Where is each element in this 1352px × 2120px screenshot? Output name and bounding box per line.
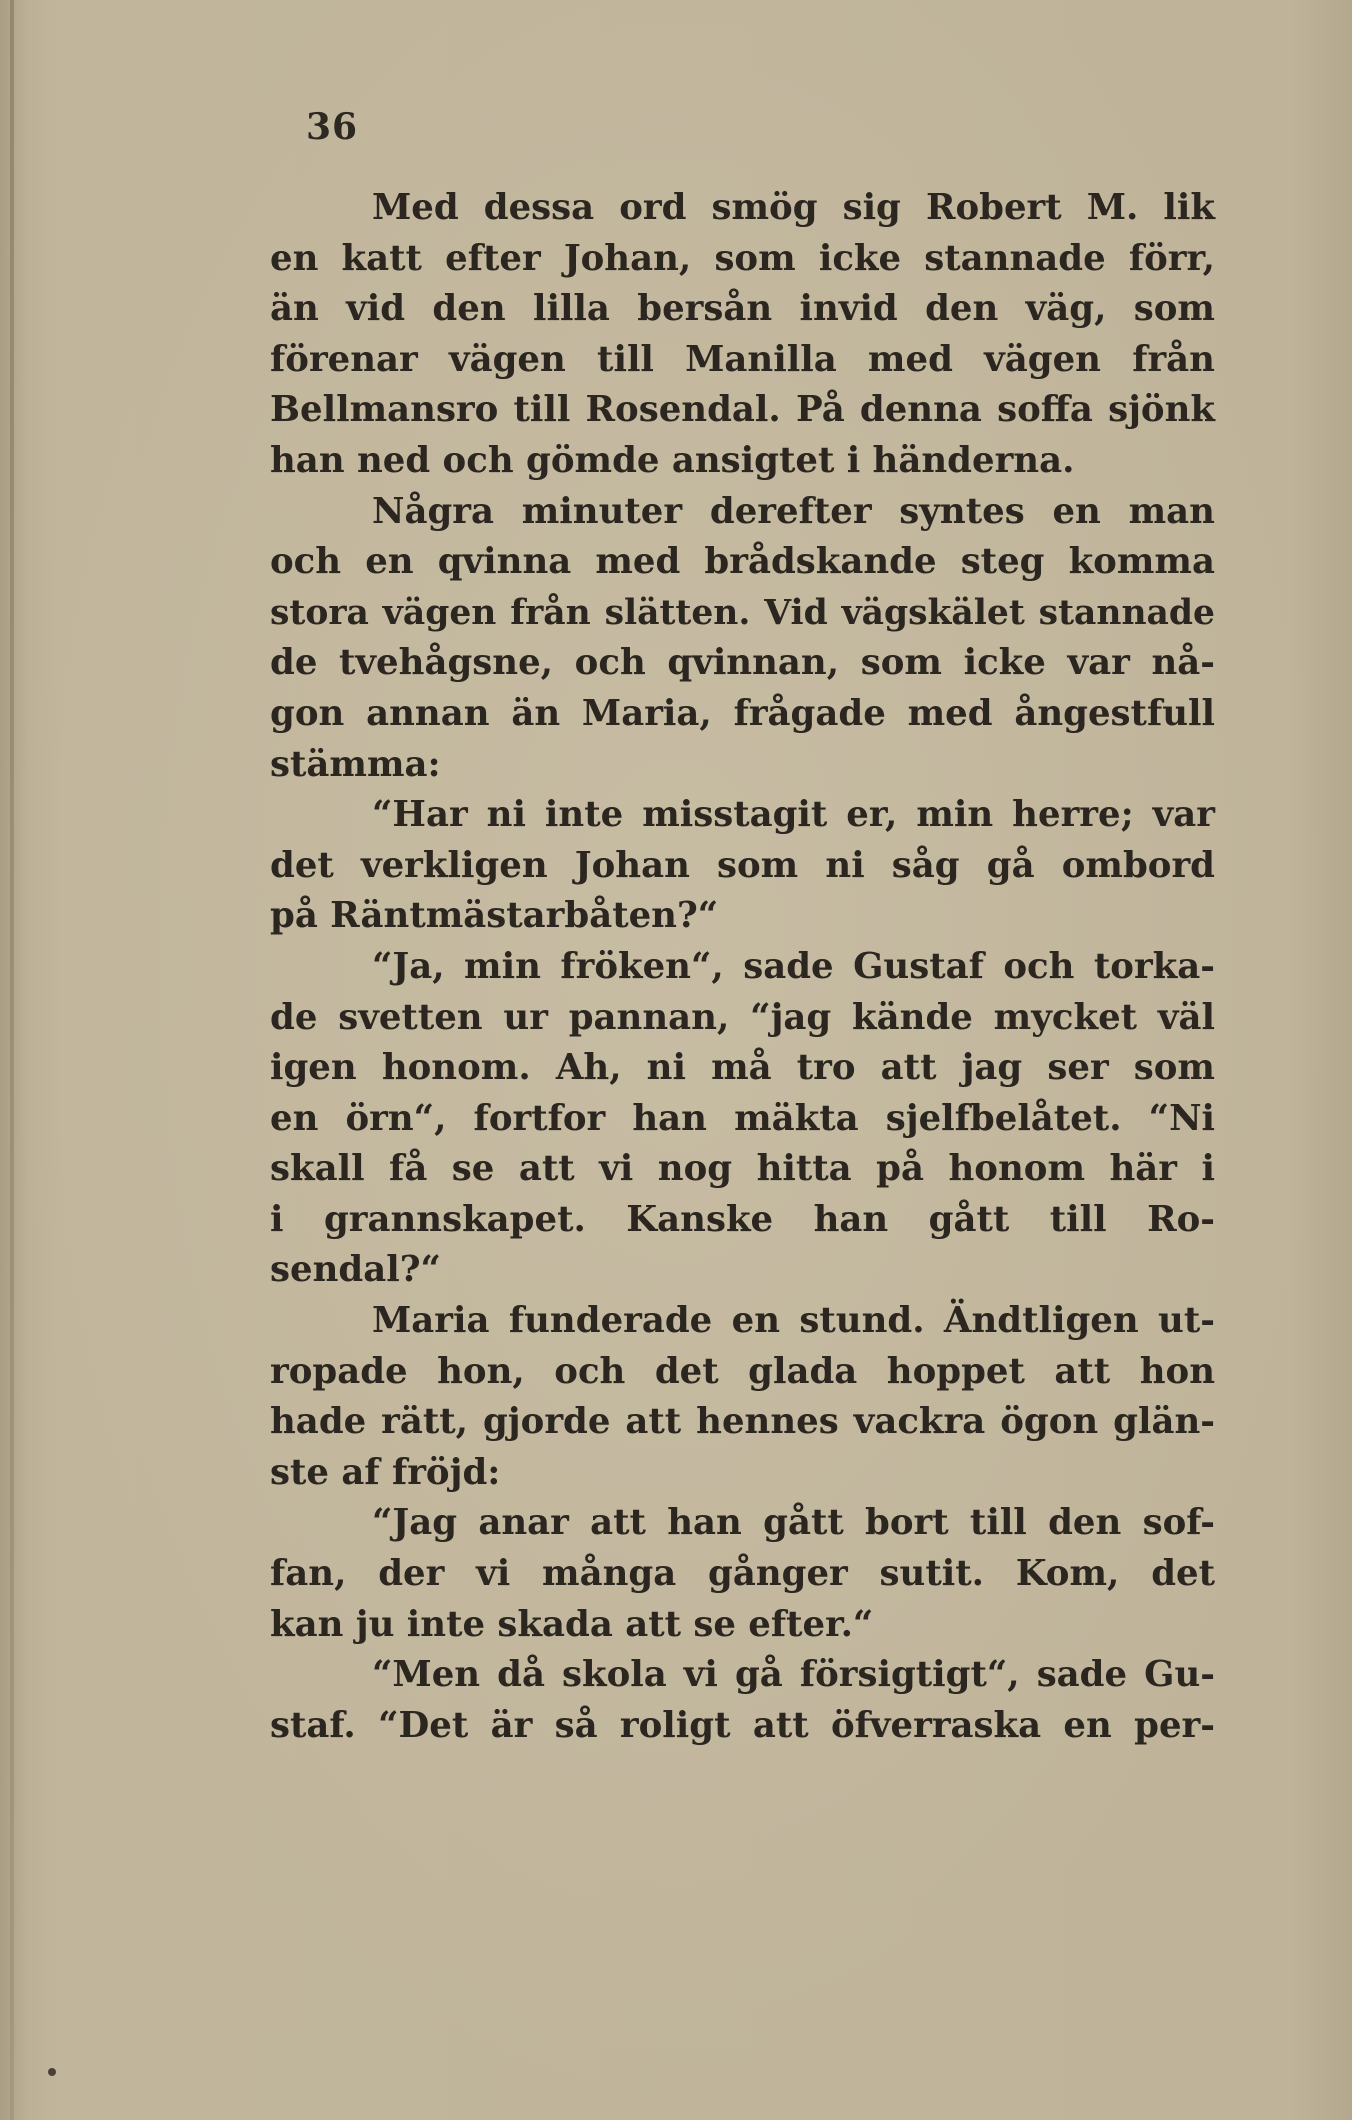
text-line: ste af fröjd: [270, 1451, 501, 1493]
text-line: de svetten ur pannan, “jag kände mycket väl [270, 996, 1215, 1038]
text-line: och en qvinna med brådskande steg komma [270, 541, 1215, 583]
text-line: “Men då skola vi gå försigtigt“, sade Gu- [372, 1654, 1215, 1696]
text-line: det verkligen Johan som ni såg gå ombord [270, 844, 1215, 886]
text-line: sendal?“ [270, 1249, 441, 1291]
text-line: gon annan än Maria, frågade med ångestfull [270, 692, 1215, 734]
text-line: fan, der vi många gånger sutit. Kom, det [270, 1553, 1215, 1595]
text-line: en örn“, fortfor han mäkta sjelfbelåtet. “Ni [270, 1097, 1215, 1139]
text-line: kan ju inte skada att se efter.“ [270, 1603, 874, 1645]
text-line: ropade hon, och det glada hoppet att hon [270, 1350, 1215, 1392]
text-line: “Ja, min fröken“, sade Gustaf och torka- [372, 945, 1215, 987]
page-number: 36 [306, 106, 359, 148]
text-line: skall få se att vi nog hitta på honom här i [270, 1148, 1215, 1190]
ink-speck [48, 2068, 56, 2076]
text-line: än vid den lilla bersån invid den väg, som [270, 288, 1215, 330]
page-edge-shadow [10, 0, 14, 2120]
text-line: igen honom. Ah, ni må tro att jag ser som [270, 1047, 1215, 1089]
text-line: “Jag anar att han gått bort till den sof- [372, 1502, 1215, 1544]
text-line: i grannskapet. Kanske han gått till Ro- [270, 1198, 1215, 1240]
text-line: stämma: [270, 743, 441, 785]
body-text [270, 183, 1215, 1751]
text-line: Med dessa ord smög sig Robert M. lik [372, 187, 1215, 228]
text-line: på Räntmästarbåten?“ [270, 895, 719, 937]
text-line: staf. “Det är så roligt att öfverraska en per- [270, 1704, 1215, 1746]
text-line: en katt efter Johan, som icke stannade förr, [270, 237, 1215, 279]
text-line: han ned och gömde ansigtet i händerna. [270, 439, 1075, 481]
text-line: Bellmansro till Rosendal. På denna soffa sjönk [270, 389, 1215, 431]
text-line: hade rätt, gjorde att hennes vackra ögon glän- [270, 1401, 1215, 1443]
text-line: Några minuter derefter syntes en man [372, 490, 1215, 532]
text-line: förenar vägen till Manilla med vägen från [270, 338, 1215, 380]
text-line: stora vägen från slätten. Vid vägskälet stannade [270, 592, 1215, 633]
text-line: de tvehågsne, och qvinnan, som icke var nå- [270, 642, 1215, 684]
text-line: Maria funderade en stund. Ändtligen ut- [372, 1300, 1215, 1342]
text-line: “Har ni inte misstagit er, min herre; var [372, 794, 1215, 836]
